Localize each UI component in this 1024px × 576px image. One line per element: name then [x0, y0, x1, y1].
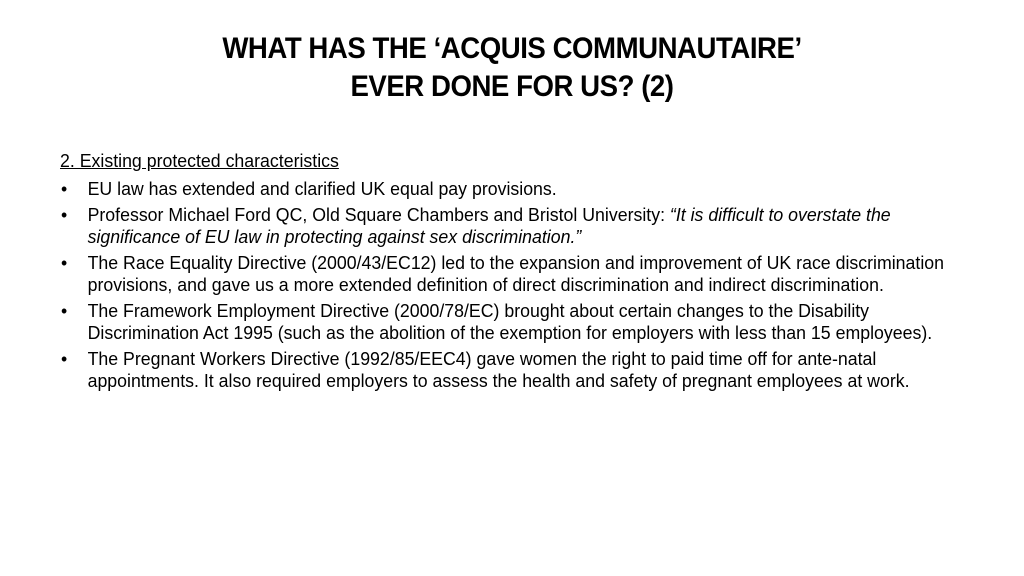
bullet-text: The Framework Employment Directive (2000/78/EC) brought about certain changes to the Disability Discrimination Act 1995 (such as the abolition of the exemption for employers with less than 15 employees). — [87, 301, 933, 343]
section-heading: 2. Existing protected characteristics — [60, 151, 339, 171]
bullet-item-3 — [60, 252, 961, 296]
bullet-icon: • — [60, 205, 68, 225]
bullet-item-4 — [60, 300, 961, 344]
bullet-icon: • — [60, 349, 68, 369]
bullet-icon: • — [60, 179, 68, 199]
bullet-text: The Race Equality Directive (2000/43/EC12) led to the expansion and improvement of UK race discrimination provisions, and gave us a more extended definition of direct discrimination and indirect discrimination. — [87, 253, 944, 295]
bullet-icon: • — [60, 301, 68, 321]
title-line-2: EVER DONE FOR US? (2) — [350, 70, 674, 103]
slide-content — [60, 150, 961, 396]
bullet-text: The Pregnant Workers Directive (1992/85/EEC4) gave women the right to paid time off for ante-natal appointments. It also required employers to assess the health and safety of pregnant employees at work. — [87, 349, 910, 391]
bullet-icon: • — [60, 253, 68, 273]
slide-title — [96, 30, 928, 106]
bullet-item-1 — [60, 178, 961, 200]
bullet-item-2 — [60, 204, 961, 248]
bullet-quote: “It is difficult to overstate the significance of EU law in protecting against sex discrimination.” — [87, 205, 891, 247]
title-line-1: WHAT HAS THE ‘ACQUIS COMMUNAUTAIRE’ — [222, 32, 802, 65]
bullet-text: Professor Michael Ford QC, Old Square Chambers and Bristol University: — [87, 205, 670, 225]
bullet-item-5 — [60, 348, 961, 392]
bullet-list — [60, 178, 961, 392]
bullet-text: EU law has extended and clarified UK equal pay provisions. — [87, 179, 557, 199]
